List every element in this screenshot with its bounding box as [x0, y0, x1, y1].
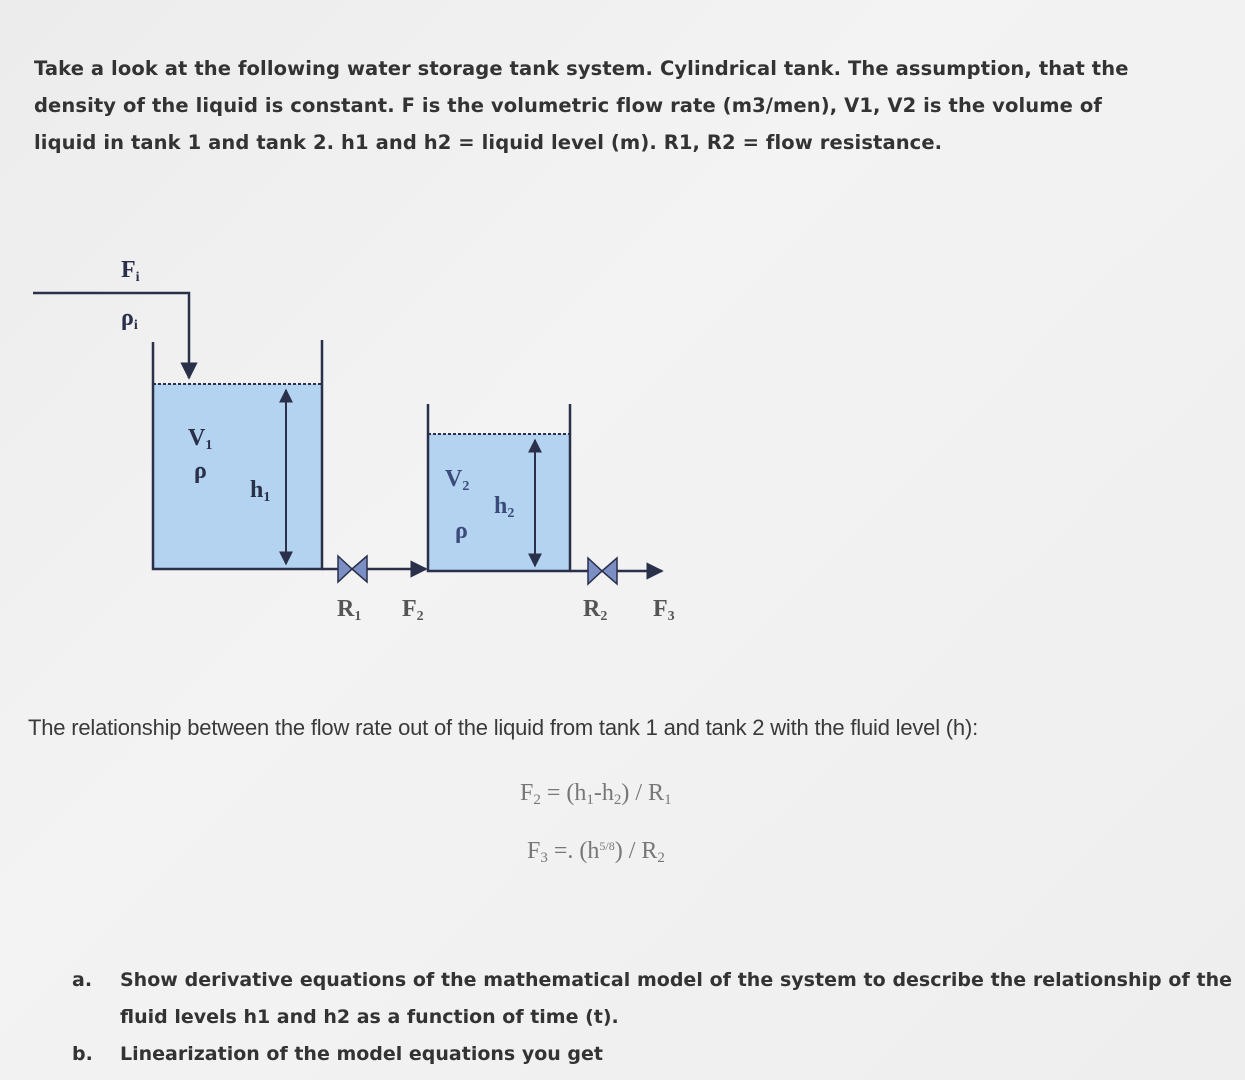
valve-r2-icon: [588, 558, 617, 584]
question-b: [72, 1036, 1232, 1073]
intro-line-1: Take a look at the following water storage tank system. Cylindrical tank. The assumption, that the: [34, 57, 1129, 80]
tank1-volume-label: V1: [188, 425, 213, 453]
inlet-flow-label: Fi: [121, 257, 140, 285]
inlet-density-label: ρi: [121, 305, 138, 333]
relationship-statement: The relationship between the flow rate out of the liquid from tank 1 and tank 2 with the fluid level (h):: [28, 715, 978, 740]
valve2-flow-label: F3: [653, 596, 675, 624]
valve1-flow-label: F2: [402, 596, 424, 624]
question-b-text: Linearization of the model equations you get: [120, 1043, 603, 1065]
intro-line-2: density of the liquid is constant. F is the volumetric flow rate (m3/men), V1, V2 is the volume of: [34, 94, 1102, 117]
inlet-pipe: [33, 293, 189, 378]
intro-line-3: liquid in tank 1 and tank 2. h1 and h2 = liquid level (m). R1, R2 = flow resistance.: [34, 131, 943, 154]
tank-1: [153, 340, 322, 569]
question-list: [72, 962, 1232, 1073]
tank1-level-label: h1: [250, 477, 271, 505]
valve2-resistance-label: R2: [583, 596, 608, 624]
equation-f2: $F_2 = (h_1-h_2) / R_1$: [520, 780, 672, 808]
tank2-density-label: ρ: [455, 518, 468, 544]
problem-intro: [34, 50, 1224, 161]
tank1-density-label: ρ: [194, 458, 207, 484]
tank2-level-label: h2: [494, 493, 515, 521]
valve1-resistance-label: R1: [337, 596, 362, 624]
question-a: [72, 962, 1232, 1036]
valve-r1-icon: [338, 556, 367, 582]
question-a-text: Show derivative equations of the mathematical model of the system to describe the relationship of the fluid levels h1 and h2 as a function of time (t).: [120, 969, 1232, 1028]
equation-f3: $F_3$ =. $(h^{5/8}) / R_2$: [527, 838, 665, 866]
question-b-marker: b.: [72, 1043, 93, 1065]
tank2-volume-label: V2: [445, 466, 470, 494]
two-tank-diagram: [0, 240, 720, 630]
question-a-marker: a.: [72, 969, 93, 991]
